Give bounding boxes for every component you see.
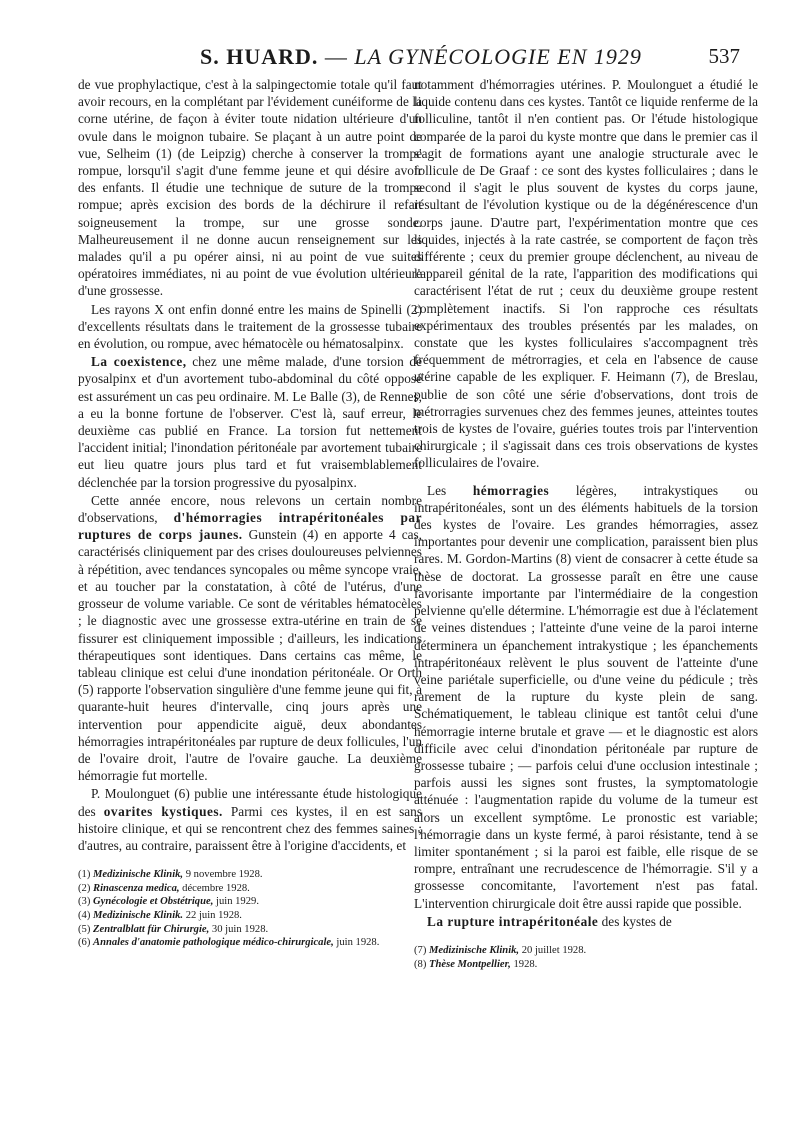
footnotes [78,868,422,950]
footnote: (1) Medizinische Klinik, 9 novembre 1928. [78,869,263,881]
running-header [0,30,800,70]
paragraph [78,492,422,784]
footnote: (2) Rinascenza medica, décembre 1928. [78,882,250,894]
footnote: (8) Thèse Montpellier, 1928. [414,958,538,970]
footnote: (4) Medizinische Klinik. 22 juin 1928. [78,909,242,921]
paragraph-text: Cette année encore, nous relevons un certain nombre d'observations, [78,492,422,526]
paragraph: notamment d'hémorragies utérines. P. Moulonguet a étudié le liquide contenu dans ces kystes. Tantôt ce liquide renferme de la folliculine, tantôt il n'en contient pas. Or l'étude histologique comparée de la paroi du kyste montre que dans le premier cas il s'agit de formations ayant une analogie structurale avec le follicule de De Graaf : ce sont des kystes folliculaires ; dans le second il s'agit le plus souvent de kystes du corps jaune, résultant de l'évolution kystique ou de la dégénérescence d'un corps jaune. D'autre part, l'expérimentation montre que ces liquides, injectés à la rate castrée, se comportent de façon très différente ; ceux du premier groupe déclenchent, au niveau de l'appareil génital de la rate, l'apparition des modifications qui caractérisent l'état de rut ; ceux du deuxième groupe restent complètement inactifs. Si l'on rapproche ces résultats expérimentaux des troubles présentés par les malades, on constate que les kystes folliculaires s'accompagnent très fréquemment de métrorragies, et cela en l'absence de cause utérine capable de les expliquer. F. Heimann (7), de Breslau, publie de son côté une série d'observations, dont trois de métrorragies survenues chez des femmes jeunes, atteintes toutes trois de kystes de l'ovaire, guéries toutes trois par l'intervention chirurgicale ; il s'agissait dans ces trois observations de kystes folliculaires de l'ovaire. [414,77,758,471]
footnote: (7) Medizinische Klinik, 20 juillet 1928. [414,944,587,956]
paragraph [78,785,422,854]
page-number: 537 [708,44,740,68]
paragraph [414,482,758,912]
paragraph-text: Gunstein (4) en apporte 4 cas, caractérisés cliniquement par des crises douloureuses pelviennes à répétition, avec tendances syncopales ou même syncope vraie, et au toucher par la constatation, à côté de l'utérus, d'une grosseur de volume variable. Ce sont de véritables hématocèles ; le diagnostic avec une grossesse extra-utérine en train de se fissurer est cliniquement impossible ; d'ailleurs, les indications thérapeutiques sont identiques. Dans certains cas même, le tableau clinique est celui d'une inondation péritonéale. Or Orth (5) rapporte l'observation singulière d'une femme jeune qui fit, à quarante-huit heures d'intervalle, cinq jours après une intervention pour appendicite aiguë, deux abondantes hémorragies intrapéritonéales par rupture de deux follicules, l'un de l'ovaire droit, l'autre de l'ovaire gauche. La deuxième hémorragie fut mortelle. [78,527,422,784]
footnote: (6) Annales d'anatomie pathologique médico-chirurgicale, juin 1928. [78,937,380,949]
paragraph-text: P. Moulonguet (6) publie une intéressante étude histologique des [78,786,422,819]
section-lead: La rupture intrapéritonéale [427,913,599,929]
section-lead: La coexistence, [91,354,187,370]
paragraph: de vue prophylactique, c'est à la salpingectomie totale qu'il faut avoir recours, en la complétant par l'évidement cunéiforme de la corne utérine, de façon à éviter toute nidation ultérieure d'un ovule dans le moignon tubaire. Se plaçant à un autre point de vue, Selheim (1) (de Leipzig) cherche à conserver la trompe rompue, lorsqu'il s'agit d'une femme jeune et qui désire avoir des enfants. Il étudie une technique de suture de la trompe rompue; après excision des bords de la déchirure il refait soigneusement la trompe, sur une grosse sonde. Malheureusement il ne donne aucun renseignement sur les malades qu'il a pu opérer ainsi, ni au point de vue suites opératoires immédiates, ni au point de vue évolution ultérieure d'une grossesse. [78,77,422,299]
paragraph-text: Les [427,482,473,498]
paragraph-text: chez une même malade, d'une torsion de pyosalpinx et d'un avortement tubo-abdominal du côté opposé est assurément un cas peu ordinaire. M. Le Balle (3), de Rennes, a eu la bonne fortune de l'observer. C'est là, sauf erreur, le deuxième cas publié en France. La torsion fut nettement l'accident initial; l'inondation péritonéale par avortement tubaire eut lieu quatre jours plus tard et fut vraisemblablement déclenchée par la torsion progressive du pyosalpinx. [78,354,422,490]
paragraph: Les rayons X ont enfin donné entre les mains de Spinelli (2) d'excellents résultats dans le traitement de la grossesse tubaire en évolution, ou rompue, avec hématocèle ou hématosalpinx. [78,301,422,352]
header-dash: — [318,44,355,69]
running-title [200,44,642,70]
paragraph [78,353,422,491]
header-author: S. HUARD. [200,44,319,69]
paragraph-text: légères, intrakystiques ou intrapéritonéales, sont un des éléments habituels de la torsion des kystes de l'ovaire. Les grandes hémorragies, assez importantes pour devenir une complication, paraissent bien plus rares. M. Gordon-Martins (8) vient de consacrer à cette étude sa thèse de doctorat. La grossesse paraît en être une cause favorisante importante par l'intermédiaire de la congestion pelvienne qu'elle détermine. L'hémorragie est due à l'éclatement de veines distendues ; l'atteinte d'une veine de la paroi interne déterminera un épanchement intrakystique ; les épanchements intrapéritonéaux relèvent le plus souvent de l'atteinte d'une veine pariétale superficielle, ou d'une veine du pédicule ; très rarement de la rupture du kyste plein de sang. Schématiquement, le tableau clinique est tantôt celui d'une hémorragie interne brutale et grave — et le diagnostic est alors difficile avec celui d'inondation péritonéale par rupture de grossesse tubaire ; — parfois celui d'une occlusion intestinale ; parfois aussi les signes sont frustes, la symptomatologie atténuée : l'augmentation rapide du volume de la tumeur est alors un excellent symptôme. Le pronostic est variable; l'hémorragie dans un kyste fermé, à paroi résistante, tend à se limiter spontanément ; si la paroi est faible, elle risque de se rompre, entraînant une recrudescence de l'hémorragie. S'il y a grossesse concomitante, l'avortement n'est pas fatal. L'intervention chirurgicale doit être aussi rapide que possible. [414,482,758,911]
right-column [414,76,758,971]
footnotes [414,944,758,971]
paragraph-text: des kystes de [598,913,672,929]
footnote: (3) Gynécologie et Obstétrique, juin 1929. [78,896,259,908]
left-column [78,76,422,950]
section-lead: ovarites kystiques. [103,803,223,819]
header-journal: LA GYNÉCOLOGIE EN 1929 [354,44,642,69]
section-lead: hémorragies [472,482,550,498]
paragraph-text: Parmi ces kystes, il en est sans histoire clinique, et qui se rencontrent chez des femmes saines ; d'autres, au contraire, paraissent être à l'origine d'accidents, et [78,803,422,853]
section-lead: d'hémorragies intrapéritonéales par ruptures de corps jaunes. [78,510,422,543]
paragraph [414,913,758,930]
footnote: (5) Zentralblatt für Chirurgie, 30 juin 1928. [78,923,269,935]
